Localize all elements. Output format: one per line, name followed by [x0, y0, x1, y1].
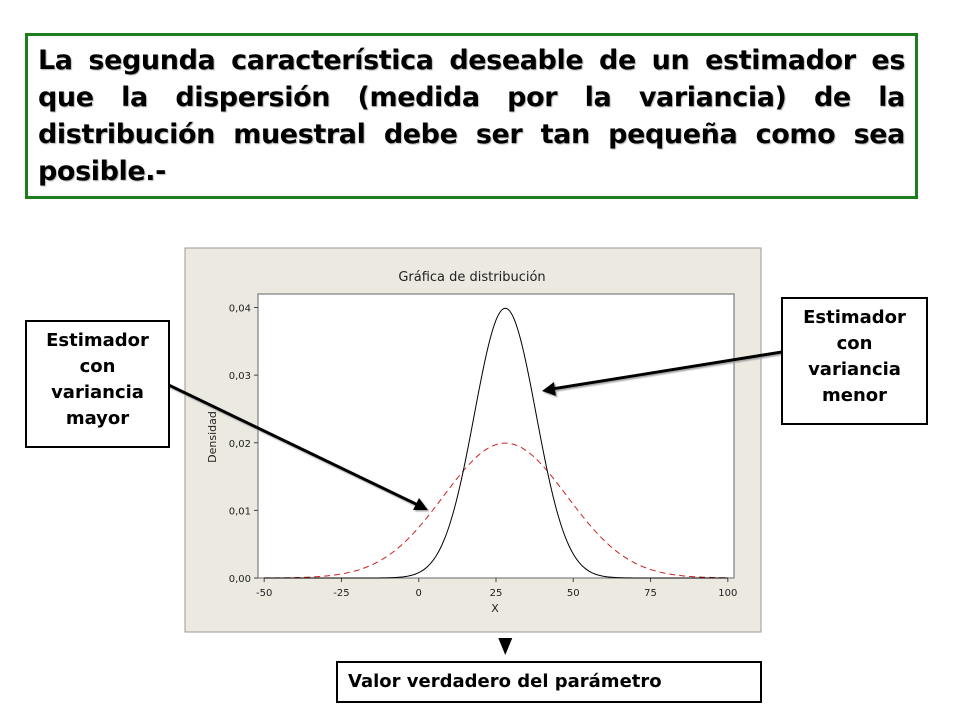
- plot-area: [258, 294, 734, 578]
- callout-line: con: [836, 333, 873, 354]
- x-tick-label: 100: [718, 588, 738, 599]
- x-axis-label: X: [491, 602, 499, 615]
- x-tick-label: 0: [415, 588, 422, 599]
- callout-line: Estimador: [803, 307, 906, 328]
- callout-larger-variance: [25, 320, 170, 448]
- callout-line: con: [79, 356, 116, 377]
- y-tick-label: 0,00: [228, 574, 251, 585]
- x-tick-label: 25: [489, 588, 503, 599]
- callout-line: variancia: [808, 359, 901, 380]
- y-tick-label: 0,04: [228, 303, 251, 315]
- callout-line: variancia: [51, 382, 144, 403]
- x-tick-label: -50: [256, 588, 273, 599]
- x-tick-label: 75: [644, 588, 657, 599]
- true-value-arrowhead: [498, 638, 512, 655]
- callout-true-value: Valor verdadero del parámetro: [336, 661, 762, 703]
- x-tick-label: -25: [333, 588, 350, 599]
- y-axis-label: Densidad: [206, 411, 219, 463]
- y-tick-label: 0,02: [228, 438, 251, 450]
- y-tick-label: 0,01: [228, 506, 251, 518]
- chart-title: Gráfica de distribución: [398, 270, 546, 285]
- y-tick-label: 0,03: [228, 371, 251, 383]
- callout-smaller-variance: [781, 297, 928, 425]
- headline-text: La segunda característica deseable de un estimador es que la dispersión (medida por la variancia) de la distribución muestral debe ser tan pequeña como sea posible.-: [25, 33, 918, 199]
- callout-line: mayor: [65, 408, 130, 429]
- callout-line: Estimador: [46, 330, 149, 351]
- callout-line: menor: [821, 385, 888, 406]
- x-tick-label: 50: [566, 588, 580, 599]
